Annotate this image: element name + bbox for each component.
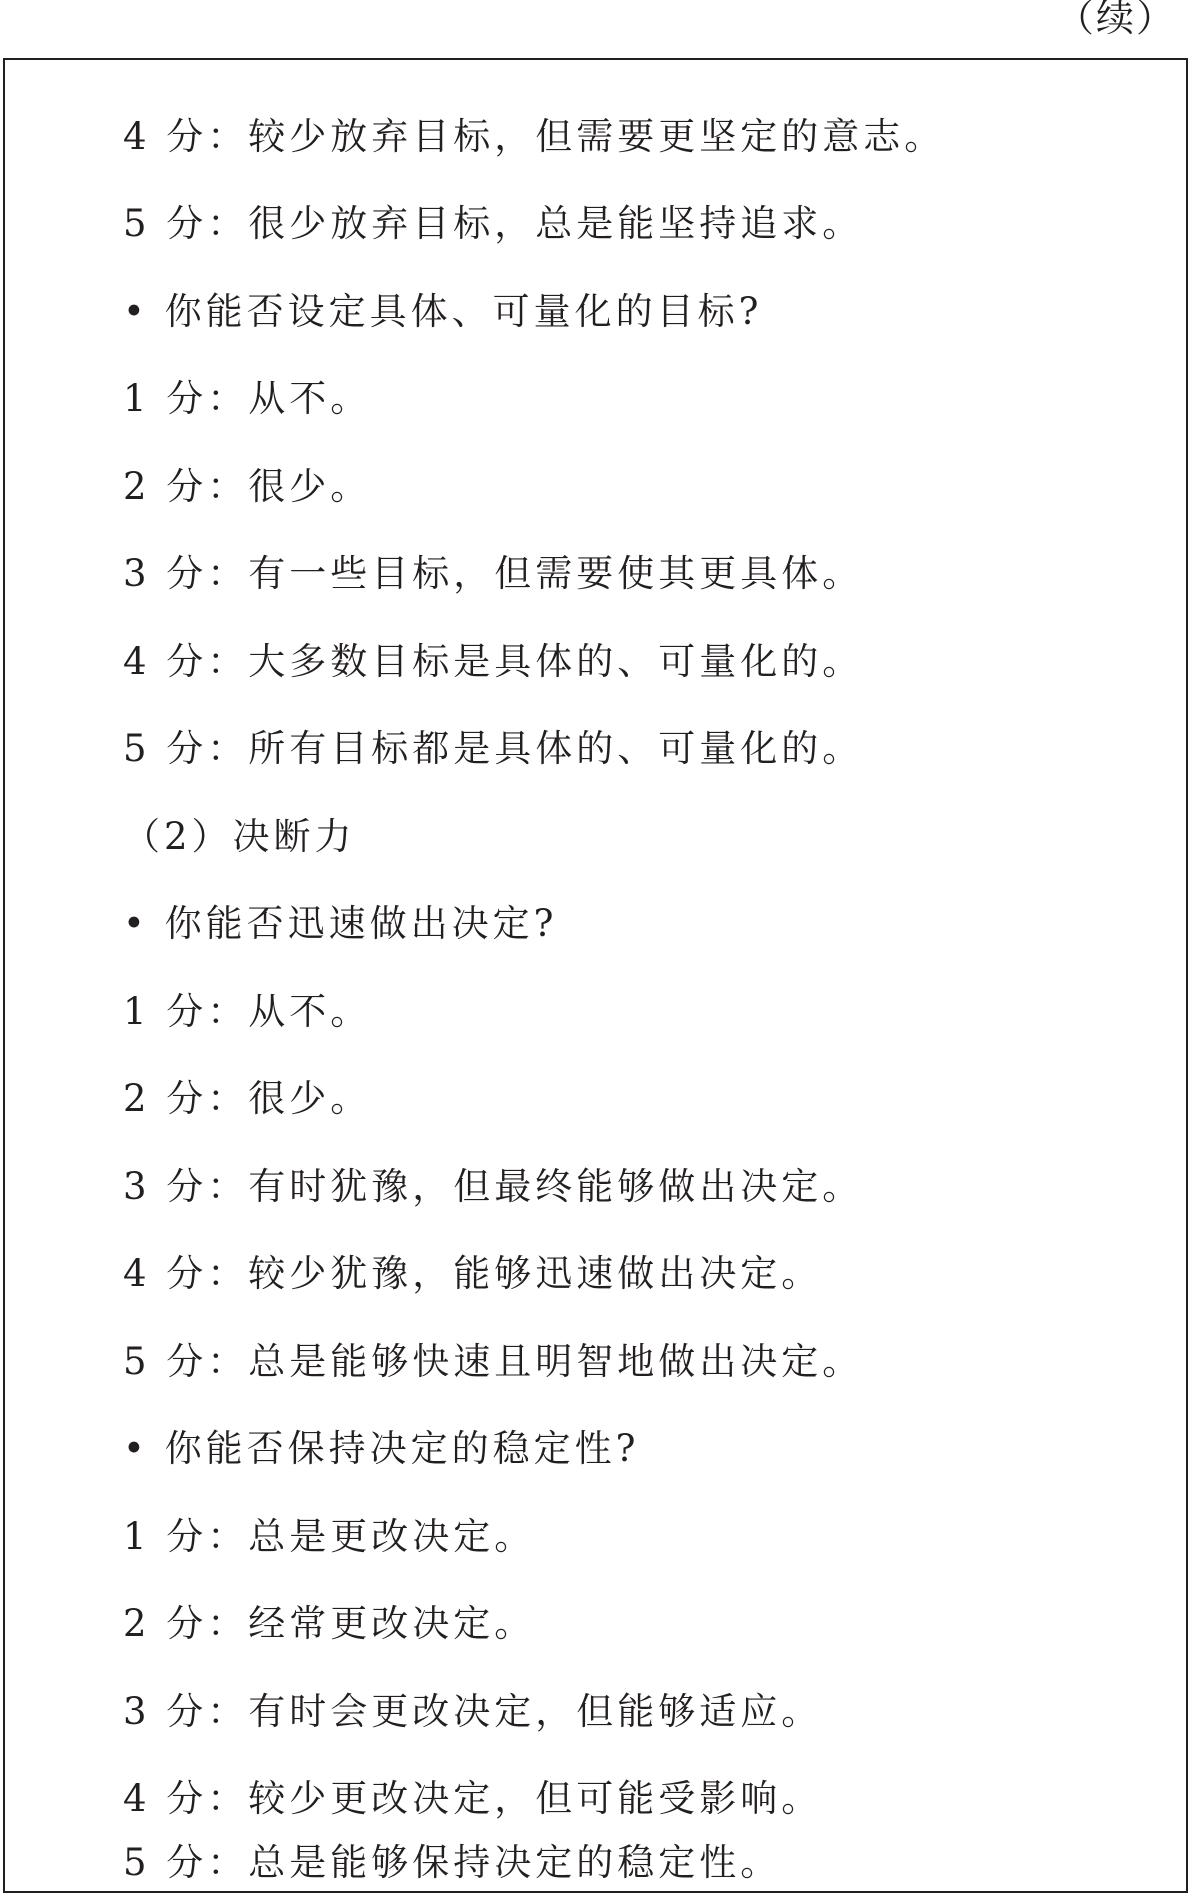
continued-label: （续） bbox=[1055, 0, 1176, 40]
score-line: 4 分：较少犹豫，能够迅速做出决定。 bbox=[123, 1252, 823, 1295]
score-line: 1 分：从不。 bbox=[123, 990, 372, 1033]
score-line: 2 分：很少。 bbox=[123, 1077, 372, 1120]
score-line: 3 分：有时犹豫，但最终能够做出决定。 bbox=[123, 1165, 864, 1208]
score-line: 3 分：有一些目标，但需要使其更具体。 bbox=[123, 552, 864, 595]
score-line: 5 分：总是能够保持决定的稳定性。 bbox=[123, 1841, 782, 1884]
score-line: 4 分：大多数目标是具体的、可量化的。 bbox=[123, 640, 864, 683]
score-line: 5 分：很少放弃目标，总是能坚持追求。 bbox=[123, 202, 864, 245]
section-heading: （2）决断力 bbox=[123, 815, 356, 858]
score-line: 5 分：所有目标都是具体的、可量化的。 bbox=[123, 727, 864, 770]
question-item: • 你能否设定具体、可量化的目标? bbox=[123, 290, 763, 333]
score-line: 1 分：总是更改决定。 bbox=[123, 1515, 536, 1558]
question-item: • 你能否保持决定的稳定性? bbox=[123, 1427, 640, 1470]
content-table bbox=[3, 58, 1188, 1893]
score-line: 4 分：较少更改决定，但可能受影响。 bbox=[123, 1777, 823, 1820]
score-line: 1 分：从不。 bbox=[123, 377, 372, 420]
score-line: 3 分：有时会更改决定，但能够适应。 bbox=[123, 1690, 823, 1733]
score-line: 5 分：总是能够快速且明智地做出决定。 bbox=[123, 1340, 864, 1383]
score-line: 2 分：经常更改决定。 bbox=[123, 1602, 536, 1645]
score-line: 4 分：较少放弃目标，但需要更坚定的意志。 bbox=[123, 115, 946, 158]
question-item: • 你能否迅速做出决定? bbox=[123, 902, 558, 945]
score-line: 2 分：很少。 bbox=[123, 465, 372, 508]
